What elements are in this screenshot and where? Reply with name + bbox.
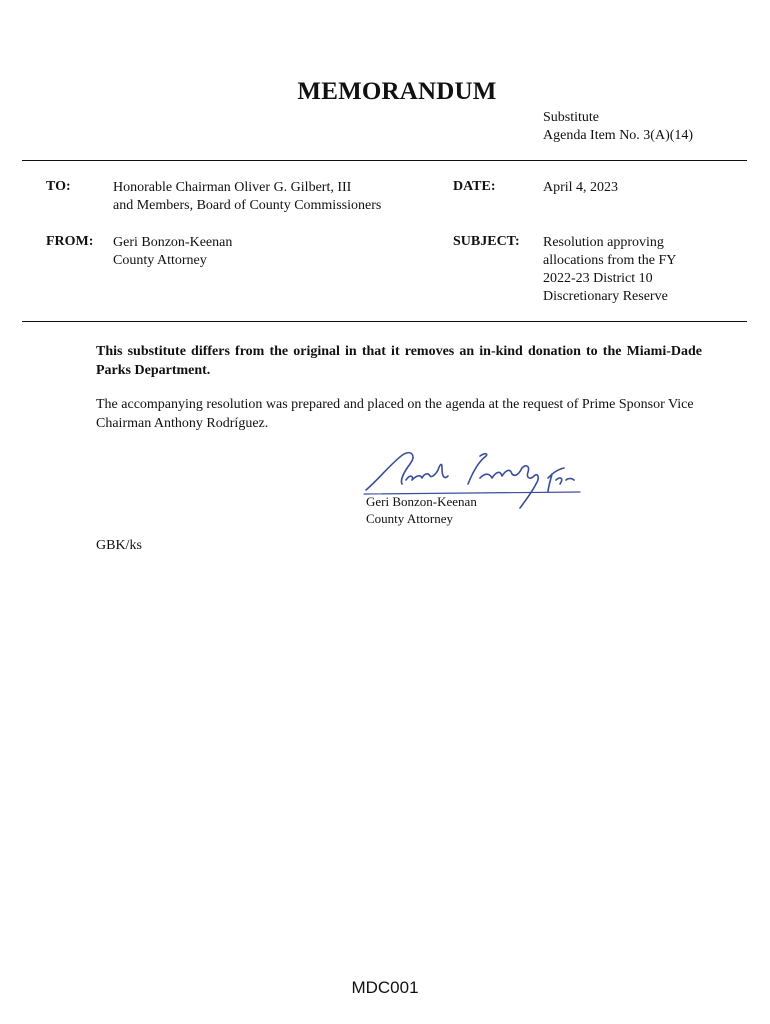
date-value: April 4, 2023 bbox=[543, 180, 619, 195]
memo-title: MEMORANDUM bbox=[297, 78, 497, 105]
subject-value bbox=[543, 234, 676, 306]
date-label: DATE: bbox=[453, 179, 496, 194]
substitute-label: Substitute bbox=[543, 110, 600, 125]
subject-label: SUBJECT: bbox=[453, 234, 520, 249]
from-line-1: Geri Bonzon-Keenan bbox=[113, 235, 233, 250]
signature-block bbox=[366, 493, 477, 527]
bottom-divider bbox=[22, 321, 747, 322]
from-label: FROM: bbox=[46, 234, 94, 249]
footer-code: MDC001 bbox=[351, 978, 419, 997]
agenda-item-number: Agenda Item No. 3(A)(14) bbox=[543, 128, 694, 143]
to-label: TO: bbox=[46, 179, 71, 194]
to-line-2: and Members, Board of County Commissioners bbox=[113, 198, 382, 213]
top-divider bbox=[22, 160, 747, 161]
subject-line-1: Resolution approving bbox=[543, 235, 664, 250]
body-paragraph: The accompanying resolution was prepared and placed on the agenda at the request of Prime Sponsor Vice Chairman Anthony Rodríguez. bbox=[96, 397, 694, 431]
from-line-2: County Attorney bbox=[113, 253, 207, 268]
signatory-name: Geri Bonzon-Keenan bbox=[366, 494, 477, 509]
subject-line-3: 2022-23 District 10 bbox=[543, 271, 653, 286]
substitute-note: This substitute differs from the original in that it removes an in-kind donation to the Miami-Dade Parks Department. bbox=[96, 344, 702, 378]
to-line-1: Honorable Chairman Oliver G. Gilbert, III bbox=[113, 180, 352, 195]
agenda-block bbox=[543, 109, 693, 145]
subject-line-2: allocations from the FY bbox=[543, 253, 677, 268]
from-value bbox=[113, 234, 232, 270]
typist-initials: GBK/ks bbox=[96, 538, 142, 553]
subject-line-4: Discretionary Reserve bbox=[543, 289, 668, 304]
to-value bbox=[113, 179, 381, 215]
signatory-title: County Attorney bbox=[366, 511, 454, 526]
